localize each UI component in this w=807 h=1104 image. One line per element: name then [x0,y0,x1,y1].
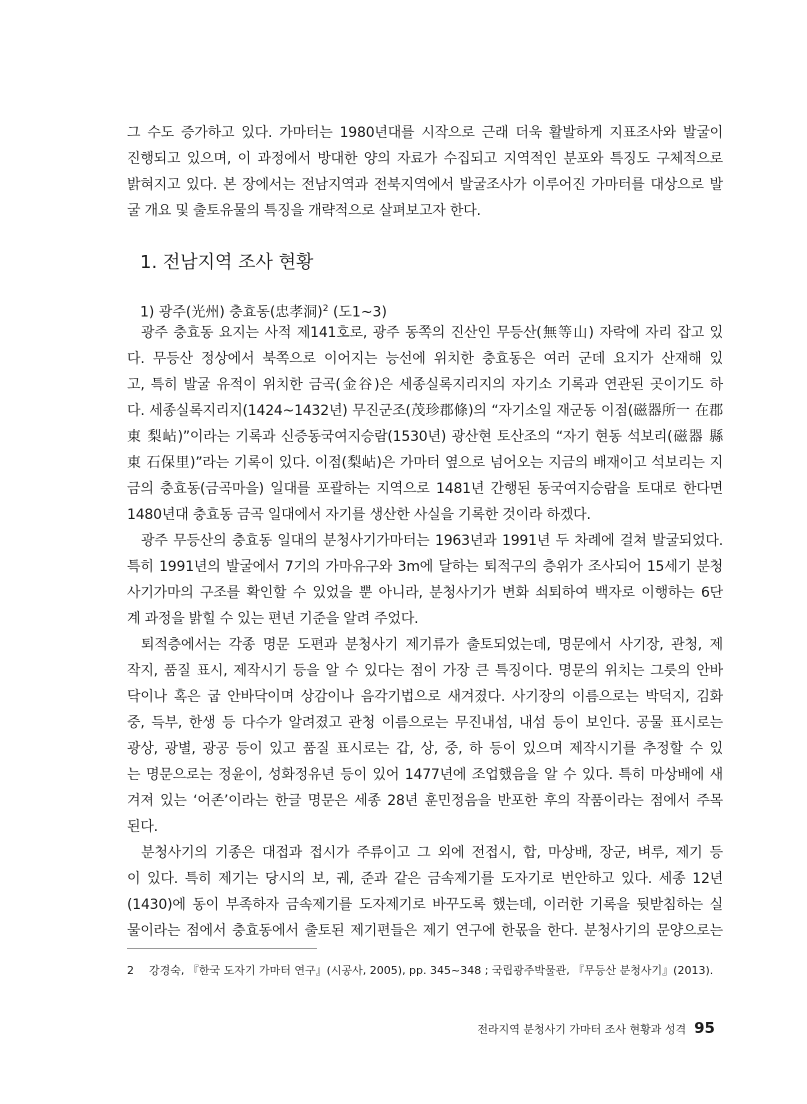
text-line: 중, 득부, 한생 등 다수가 알려졌고 관청 이름으로는 무진내섬, 내섬 등이 보인다. 공물 표시로는 [127,715,723,731]
text-line: 계 과정을 밝힐 수 있는 편년 기준을 알려 주었다. [127,611,419,627]
intro-paragraph [127,120,723,224]
footnote-divider [127,948,317,949]
body-paragraph-2 [127,528,723,632]
text-line: 광상, 광별, 광공 등이 있고 품질 표시로는 갑, 상, 중, 하 등이 있으며 제작시기를 추정할 수 있 [127,741,723,757]
body-paragraph-1 [127,320,723,528]
text-line: 광주 충효동 요지는 사적 제141호로, 광주 동쪽의 진산인 무등산(無等山) 자락에 자리 잡고 있 [141,325,723,341]
text-line: 닥이나 혹은 굽 안바닥이며 상감이나 음각기법으로 새겨졌다. 사기장의 이름으로는 박덕지, 김화 [127,689,723,705]
footnote-number: 2 [127,964,134,977]
sub-heading-text: 1) 광주(光州) 충효동(忠孝洞) [140,304,323,321]
text-line: 1480년대 충효동 금곡 일대에서 자기를 생산한 사실을 기록한 것이라 하겠다. [127,507,591,523]
text-line: 東 梨岾)”이라는 기록과 신증동국여지승람(1530년) 광산현 토산조의 “자기 현동 석보리(磁器 縣 [127,429,723,445]
body-paragraph-4 [127,840,723,944]
text-line: (1430)에 동이 부족하자 금속제기를 도자제기로 바꾸도록 했는데, 이러한 기록을 뒷받침하는 실 [127,897,723,913]
running-footer-title: 전라지역 분청사기 가마터 조사 현황과 성격 [477,1023,687,1036]
page-number: 95 [694,1019,715,1037]
text-line: 작지, 품질 표시, 제작시기 등을 알 수 있다는 점이 가장 큰 특징이다. 명문의 위치는 그릇의 안바 [127,663,723,679]
text-line: 그 수도 증가하고 있다. 가마터는 1980년대를 시작으로 근래 더욱 활발하게 지표조사와 발굴이 [127,125,723,141]
text-line: 다. 세종실록지리지(1424~1432년) 무진군조(茂珍郡條)의 “자기소일 재군동 이점(磁器所一 在郡 [127,403,723,419]
section-heading: 1. 전남지역 조사 현황 [140,252,314,273]
text-line: 다. 무등산 정상에서 북쪽으로 이어지는 능선에 위치한 충효동은 여러 군데 요지가 산재해 있 [127,351,723,367]
footnote [127,962,713,980]
body-paragraph-3 [127,632,723,840]
text-line: 분청사기의 기종은 대접과 접시가 주류이고 그 외에 전접시, 합, 마상배, 장군, 벼루, 제기 등 [141,845,723,861]
text-line: 이 있다. 특히 제기는 당시의 보, 궤, 준과 같은 금속제기를 도자기로 번안하고 있다. 세종 12년 [127,871,723,887]
text-line: 굴 개요 및 출토유물의 특징을 개략적으로 살펴보고자 한다. [127,203,481,219]
running-footer [477,1019,715,1037]
text-line: 퇴적층에서는 각종 명문 도편과 분청사기 제기류가 출토되었는데, 명문에서 사기장, 관청, 제 [141,637,723,653]
text-line: 고, 특히 발굴 유적이 위치한 금곡(金谷)은 세종실록지리지의 자기소 기록과 연관된 곳이기도 하 [127,377,723,393]
text-line: 특히 1991년의 발굴에서 7기의 가마유구와 3m에 달하는 퇴적구의 층위가 조사되어 15세기 분청 [127,559,723,575]
text-line: 겨져 있는 ‘어존’이라는 한글 명문은 세종 28년 훈민정음을 반포한 후의 작품이라는 점에서 주목 [127,793,723,809]
text-line: 밝혀지고 있다. 본 장에서는 전남지역과 전북지역에서 발굴조사가 이루어진 가마터를 대상으로 발 [127,177,723,193]
text-line: 금의 충효동(금곡마을) 일대를 포괄하는 지역으로 1481년 간행된 동국여지승람을 토대로 한다면 [127,481,723,497]
text-line: 사기가마의 구조를 확인할 수 있었을 뿐 아니라, 분청사기가 변화 쇠퇴하여 백자로 이행하는 6단 [127,585,723,601]
footnote-text: 강경숙, 『한국 도자기 가마터 연구』(시공사, 2005), pp. 345~348 ; 국립광주박물관, 『무등산 분청사기』(2013). [149,964,714,977]
text-line: 東 石保里)”라는 기록이 있다. 이점(梨岾)은 가마터 옆으로 넘어오는 지금의 배재이고 석보리는 지 [127,455,723,471]
text-line: 광주 무등산의 충효동 일대의 분청사기가마터는 1963년과 1991년 두 차례에 걸쳐 발굴되었다. [141,533,723,549]
text-line: 는 명문으로는 정윤이, 성화정유년 등이 있어 1477년에 조업했음을 알 수 있다. 특히 마상배에 새 [127,767,723,783]
figure-reference: (도1~3) [332,304,387,321]
footnote-marker: 2 [322,304,329,314]
text-line: 진행되고 있으며, 이 과정에서 방대한 양의 자료가 수집되고 지역적인 분포와 특징도 구체적으로 [127,151,723,167]
text-line: 된다. [127,819,158,835]
text-line: 물이라는 점에서 충효동에서 출토된 제기편들은 제기 연구에 한몫을 한다. 분청사기의 문양으로는 [127,923,723,939]
